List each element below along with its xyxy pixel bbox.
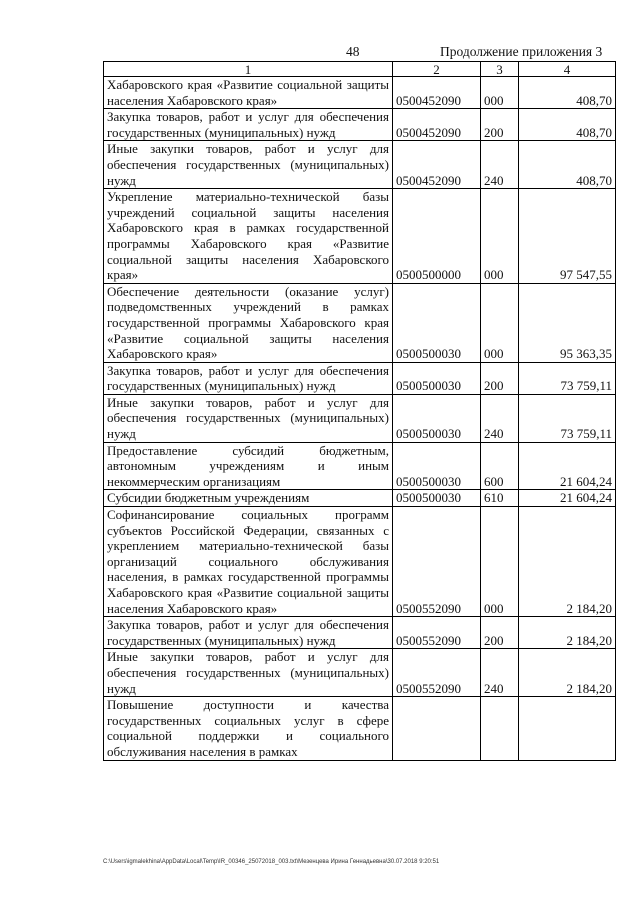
column-header: 1 [104,62,393,77]
table-row [104,617,616,649]
row-sum: 95 363,35 [519,283,616,362]
row-name: Иные закупки товаров, работ и услуг для обеспечения государственных (муниципальных) нужд [104,649,393,697]
column-header: 3 [481,62,519,77]
row-expense-type: 000 [481,507,519,617]
table-row [104,109,616,141]
row-expense-type: 240 [481,649,519,697]
row-code: 0500552090 [393,507,481,617]
column-header: 4 [519,62,616,77]
row-expense-type [481,697,519,760]
row-code: 0500552090 [393,617,481,649]
row-expense-type: 240 [481,141,519,189]
row-code: 0500552090 [393,649,481,697]
row-sum: 2 184,20 [519,617,616,649]
page-number: 48 [346,44,360,59]
row-name: Закупка товаров, работ и услуг для обеспечения государственных (муниципальных) нужд [104,362,393,394]
row-name: Укрепление материально-технической базы учреждений социальной защиты населения Хабаровского края в рамках государственной программы Хабаровского края «Развитие социальной защиты населения Хабаровского края» [104,189,393,284]
row-name: Хабаровского края «Развитие социальной защиты населения Хабаровского края» [104,77,393,109]
row-code [393,697,481,760]
row-sum: 2 184,20 [519,507,616,617]
row-name: Закупка товаров, работ и услуг для обеспечения государственных (муниципальных) нужд [104,109,393,141]
row-name: Повышение доступности и качества государственных социальных услуг в сфере социальной поддержки и социального обслуживания населения в рамках [104,697,393,760]
row-code: 0500500030 [393,394,481,442]
row-sum: 21 604,24 [519,490,616,507]
row-sum: 408,70 [519,77,616,109]
row-name: Софинансирование социальных программ субъектов Российской Федерации, связанных с укреплением материально-технической базы организаций социального обслуживания населения, в рамках государственной программы Хабаровского края «Развитие социальной защиты населения Хабаровского края» [104,507,393,617]
row-name: Предоставление субсидий бюджетным, автономным учреждениям и иным некоммерческим организациям [104,442,393,490]
row-code: 0500452090 [393,77,481,109]
row-code: 0500500000 [393,189,481,284]
row-code: 0500500030 [393,442,481,490]
row-expense-type: 000 [481,77,519,109]
row-expense-type: 200 [481,362,519,394]
row-code: 0500452090 [393,109,481,141]
table-row [104,490,616,507]
row-expense-type: 000 [481,189,519,284]
table-row [104,189,616,284]
budget-table [103,61,616,761]
file-path-footer: C:\Users\igmalekhina\AppData\Local\Temp\IR_00346_25072018_003.txt\Мезенцева Ирина Геннадьевна\30.07.2018 9:20:51 [103,859,440,865]
table-row [104,507,616,617]
row-sum: 73 759,11 [519,394,616,442]
table-row [104,141,616,189]
table-row [104,442,616,490]
row-sum: 2 184,20 [519,649,616,697]
row-sum: 408,70 [519,109,616,141]
table-row [104,362,616,394]
row-name: Иные закупки товаров, работ и услуг для обеспечения государственных (муниципальных) нужд [104,141,393,189]
row-sum: 97 547,55 [519,189,616,284]
table-row [104,77,616,109]
row-expense-type: 610 [481,490,519,507]
row-sum: 21 604,24 [519,442,616,490]
table-row [104,649,616,697]
row-code: 0500500030 [393,362,481,394]
table-header [104,62,616,77]
row-expense-type: 000 [481,283,519,362]
table-row [104,697,616,760]
row-sum: 73 759,11 [519,362,616,394]
row-sum: 408,70 [519,141,616,189]
row-name: Обеспечение деятельности (оказание услуг) подведомственных учреждений в рамках государственной программы Хабаровского края «Развитие социальной защиты населения Хабаровского края» [104,283,393,362]
row-expense-type: 200 [481,617,519,649]
row-expense-type: 200 [481,109,519,141]
row-name: Субсидии бюджетным учреждениям [104,490,393,507]
row-expense-type: 600 [481,442,519,490]
table-row [104,283,616,362]
table-row [104,394,616,442]
row-name: Иные закупки товаров, работ и услуг для обеспечения государственных (муниципальных) нужд [104,394,393,442]
row-expense-type: 240 [481,394,519,442]
continuation-label: Продолжение приложения 3 [440,44,603,59]
row-code: 0500500030 [393,490,481,507]
row-code: 0500500030 [393,283,481,362]
column-header: 2 [393,62,481,77]
row-code: 0500452090 [393,141,481,189]
row-sum [519,697,616,760]
row-name: Закупка товаров, работ и услуг для обеспечения государственных (муниципальных) нужд [104,617,393,649]
